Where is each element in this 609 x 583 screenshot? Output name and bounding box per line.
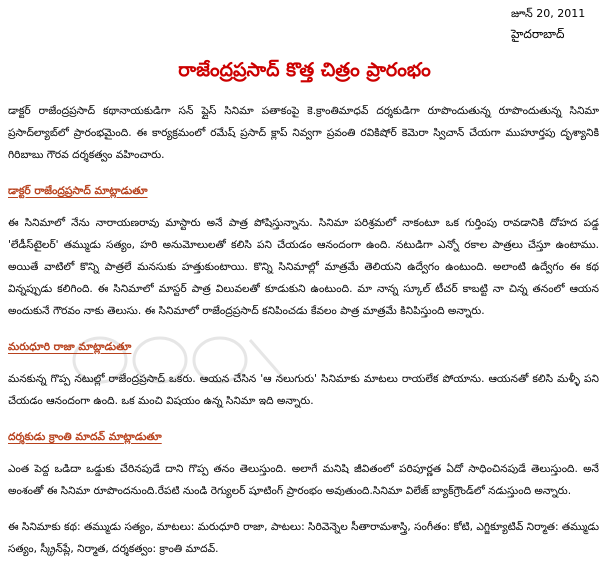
section-heading-rajendraprasad: డాక్టర్ రాజేంద్రప్రసాద్ మాట్లాడుతూ xyxy=(8,185,148,197)
article-title: రాజేంద్రప్రసాద్ కొత్త చిత్రం ప్రారంభం xyxy=(178,59,431,81)
article-place: హైదరాబాద్ xyxy=(511,27,565,41)
article-content xyxy=(8,100,599,574)
section-heading-marudhuri-raja: మరుధూరి రాజా మాట్లాడుతూ xyxy=(8,341,132,353)
article-intro: డాక్టర్ రాజేంద్రప్రసాద్ కథానాయకుడిగా సన్ ప్లైస్ సినిమా పతాకంపై కె.క్రాంతిమాధవ్ దర్శకుడిగా రూపొందుతున్న రూపొందుతున్న సినిమా ప్రసాద్‌ల్యాబ్‌లో ప్రారంభమైంది. ఈ కార్యక్రమంలో రమేష్ ప్రసాద్ క్లాప్ నివ్వగా ప్రవంతి రవికిషోర్ కెమెరా స్విచాన్ చేయగా ముహూర్తపు దృశ్యానికి గిరిబాబు గౌరవ దర్శకత్వం వహించారు. xyxy=(8,105,599,161)
section-heading-director: దర్శకుడు క్రాంతి మాదవ్ మాట్లాడుతూ xyxy=(8,431,162,443)
section-body-rajendraprasad: ఈ సినిమాలో నేను నారాయణరావు మాస్టారు అనే పాత్ర పోషిస్తున్నాను. సినిమా పరిశ్రమలో నాకంటూ ఒక గుర్తింపు రావడానికి దోహద పడ్డ 'లేడీస్‌టైలర్' తమ్ముడు సత్యం, హరి అనుమోలులతో కలిసి పని చేయడం ఆనందంగా ఉంది. నటుడిగా ఎన్నో రకాల పాత్రలు చేస్తూ ఉంటాము. అయితే వాటిలో కొన్ని పాత్రలే మనసుకు హత్తుకుంటాయి. కొన్ని సినిమాల్లో మాత్రమే తెలియని ఉద్వేగం ఉంటుంది. అలాంటి ఉద్వేగం ఈ కథ విన్నప్పుడు కలిగింది. ఈ సినిమాలో మాస్టర్ పాత్ర విలువలతో కూడుకుని ఉంటుంది. మా నాన్న స్కూల్ టీచర్ కాబట్టి నా చిన్న తనంలో ఆయన అందుకునే గౌరవం నాకు తెలుసు. ఈ సినిమాలో రాజేంద్రప్రసాద్ కనిపించడు కేవలం పాత్ర మాత్రమే కినిపిస్తుంది అన్నారు. xyxy=(8,217,599,317)
article-date: జూన్ 20, 2011 xyxy=(511,7,586,20)
article-credits: ఈ సినిమాకు కథ: తమ్ముడు సత్యం, మాటలు: మరుధూరి రాజా, పాటలు: సిరివెన్నెల సీతారామశాస్త్రి, సంగీతం: కోటి, ఎగ్జిక్యూటివ్ నిర్మాత: తమ్ముడు సత్యం, స్క్రీన్‌ప్లే, నిర్మాత, దర్శకత్వం: క్రాంతి మాదవ్. xyxy=(8,521,599,555)
section-body-marudhuri-raja: మనకున్న గొప్ప నటుల్లో రాజేంద్రప్రసాద్ ఒకరు. ఆయన చేసిన 'ఆ నలుగురు' సినిమాకు మాటలు రాయలేక పోయాను. ఆయనతో కలిసి మళ్ళీ పని చేయడం ఆనందంగా ఉంది. ఒక మంచి విషయం ఉన్న సినిమా ఇది అన్నారు. xyxy=(8,373,599,407)
section-body-director: ఎంత పెద్ద ఒడిదా ఒడ్డుకు చేరినపుడే దాని గొప్ప తనం తెలుస్తుంది. అలాగే మనిషి జీవితంలో పరిపూర్ణత ఏదో సాధించినపుడే తెలుస్తుంది. అనే అంశంతో ఈ సినిమా రూపొందనుంది.రేపటి నుండి రెగ్యులర్ షూటింగ్ ప్రారంభం అవుతుంది.సినిమా విలేజ్ బ్యాక్‌గ్రౌండ్‌లో నడుస్తుంది అన్నారు. xyxy=(8,463,599,497)
dateline xyxy=(511,4,601,44)
